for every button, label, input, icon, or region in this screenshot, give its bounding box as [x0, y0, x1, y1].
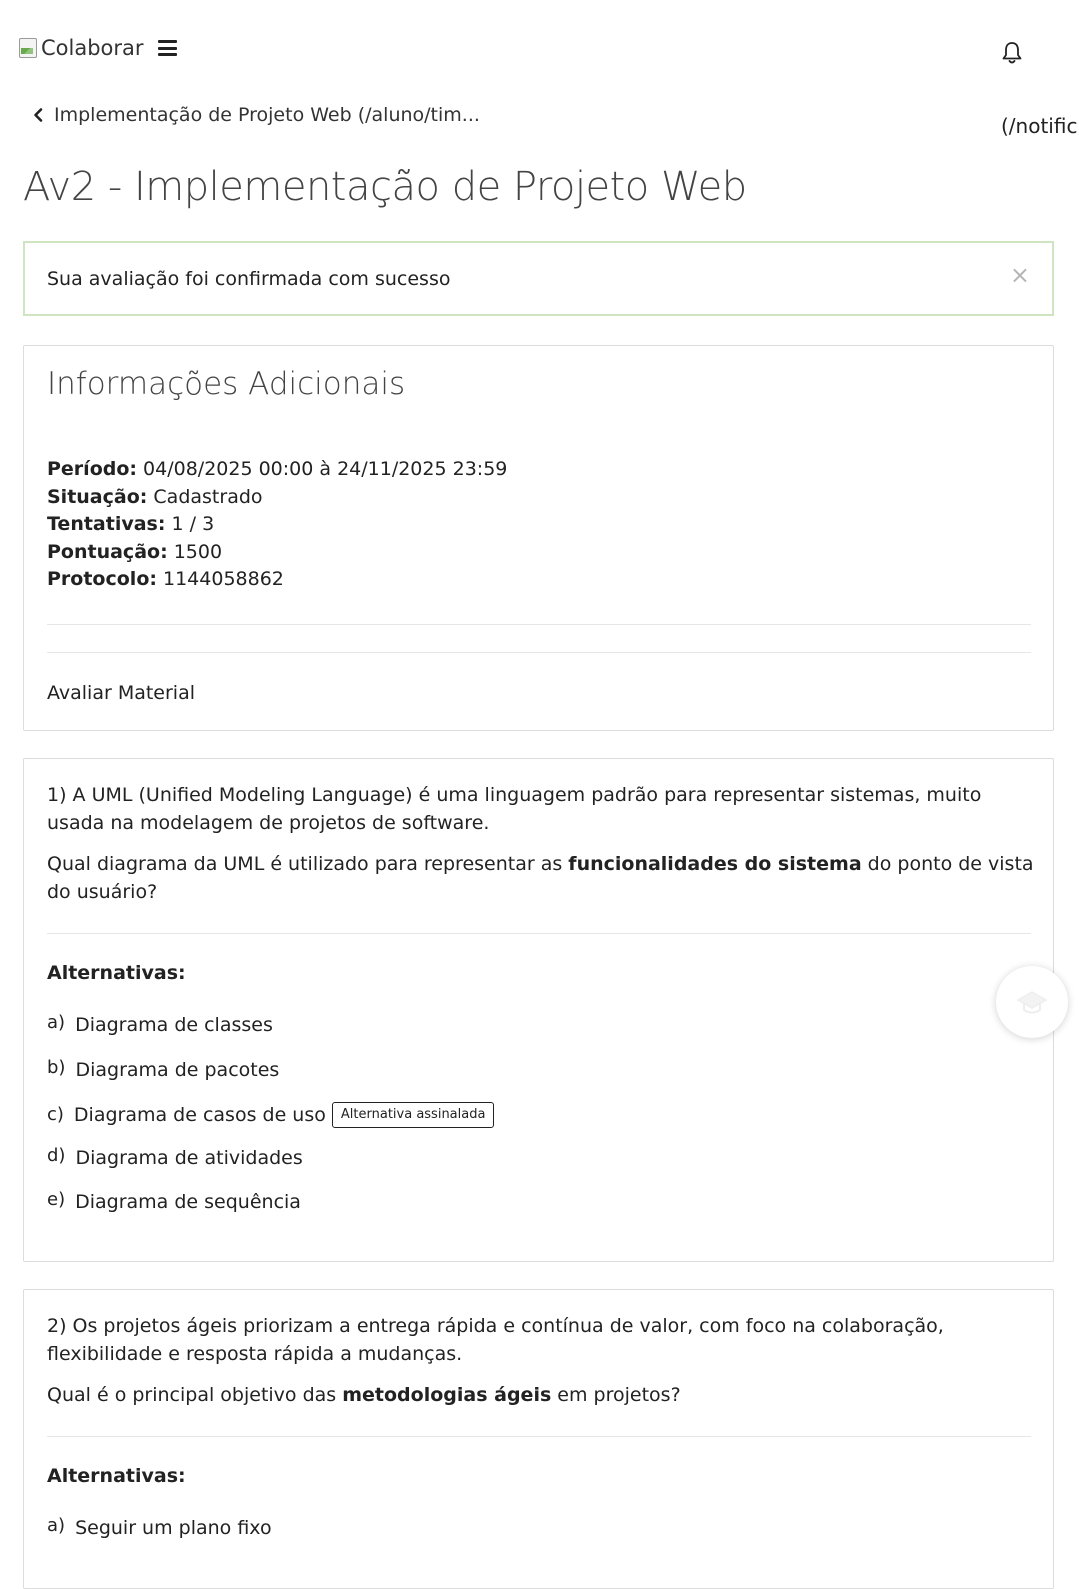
alternative-b[interactable]: b) Diagrama de pacotes [47, 1056, 280, 1081]
divider [47, 1436, 1031, 1437]
rate-material-link[interactable]: Avaliar Material [47, 682, 196, 704]
alternative-d[interactable]: d) Diagrama de atividades [47, 1144, 303, 1169]
divider [47, 933, 1031, 934]
breadcrumb-label: Implementação de Projeto Web (/aluno/tim... [54, 104, 480, 126]
top-navbar [0, 0, 1079, 90]
menu-toggle-icon[interactable] [158, 40, 177, 56]
selected-alternative-badge: Alternativa assinalada [332, 1102, 495, 1128]
info-row-period: Período: 04/08/2025 00:00 à 24/11/2025 23:59 [47, 458, 508, 480]
info-row-score: Pontuação: 1500 [47, 540, 223, 563]
divider [47, 652, 1031, 653]
divider [47, 624, 1031, 625]
bell-icon[interactable] [1000, 40, 1024, 66]
alternative-c[interactable]: c) Diagrama de casos de uso Alternativa assinalada [47, 1102, 494, 1128]
notifications-link[interactable]: (/notific [1001, 114, 1078, 138]
question-card-2 [23, 1289, 1054, 1589]
close-icon[interactable]: × [1009, 261, 1030, 289]
info-title: Informações Adicionais [47, 366, 406, 402]
success-alert [23, 241, 1054, 316]
question-card-1 [23, 758, 1054, 1262]
alternative-e[interactable]: e) Diagrama de sequência [47, 1188, 301, 1213]
page-title: Av2 - Implementação de Projeto Web [23, 164, 747, 210]
brand-logo[interactable] [17, 36, 144, 60]
additional-info-card [23, 345, 1054, 731]
alert-message: Sua avaliação foi confirmada com sucesso [47, 268, 451, 290]
graduation-cap-icon [1014, 984, 1050, 1020]
question-1-intro: 1) A UML (Unified Modeling Language) é uma linguagem padrão para representar sistemas, muito usada na modelagem de projetos de software. [47, 784, 982, 834]
alternatives-heading: Alternativas: [47, 962, 186, 984]
info-list [47, 456, 507, 594]
alternative-a[interactable]: a) Diagrama de classes [47, 1011, 273, 1036]
breadcrumb-back-link[interactable] [30, 104, 480, 126]
info-row-attempts: Tentativas: 1 / 3 [47, 513, 215, 535]
info-row-status: Situação: Cadastrado [47, 485, 263, 508]
floating-help-button[interactable] [996, 966, 1068, 1038]
brand-alt-text: Colaborar [41, 36, 144, 60]
alternatives-heading: Alternativas: [47, 1465, 186, 1487]
question-2-prompt: Qual é o principal objetivo das metodologias ágeis em projetos? [47, 1384, 681, 1406]
question-2-intro: 2) Os projetos ágeis priorizam a entrega rápida e contínua de valor, com foco na colaboração, flexibilidade e resposta rápida a mudanças. [47, 1315, 944, 1365]
chevron-left-icon [30, 106, 48, 124]
question-1-prompt: Qual diagrama da UML é utilizado para representar as funcionalidades do sistema do ponto de vista do usuário? [47, 853, 1034, 903]
broken-image-icon [17, 36, 37, 60]
info-row-protocol: Protocolo: 1144058862 [47, 568, 284, 590]
alternative-a[interactable]: a) Seguir um plano fixo [47, 1514, 272, 1539]
